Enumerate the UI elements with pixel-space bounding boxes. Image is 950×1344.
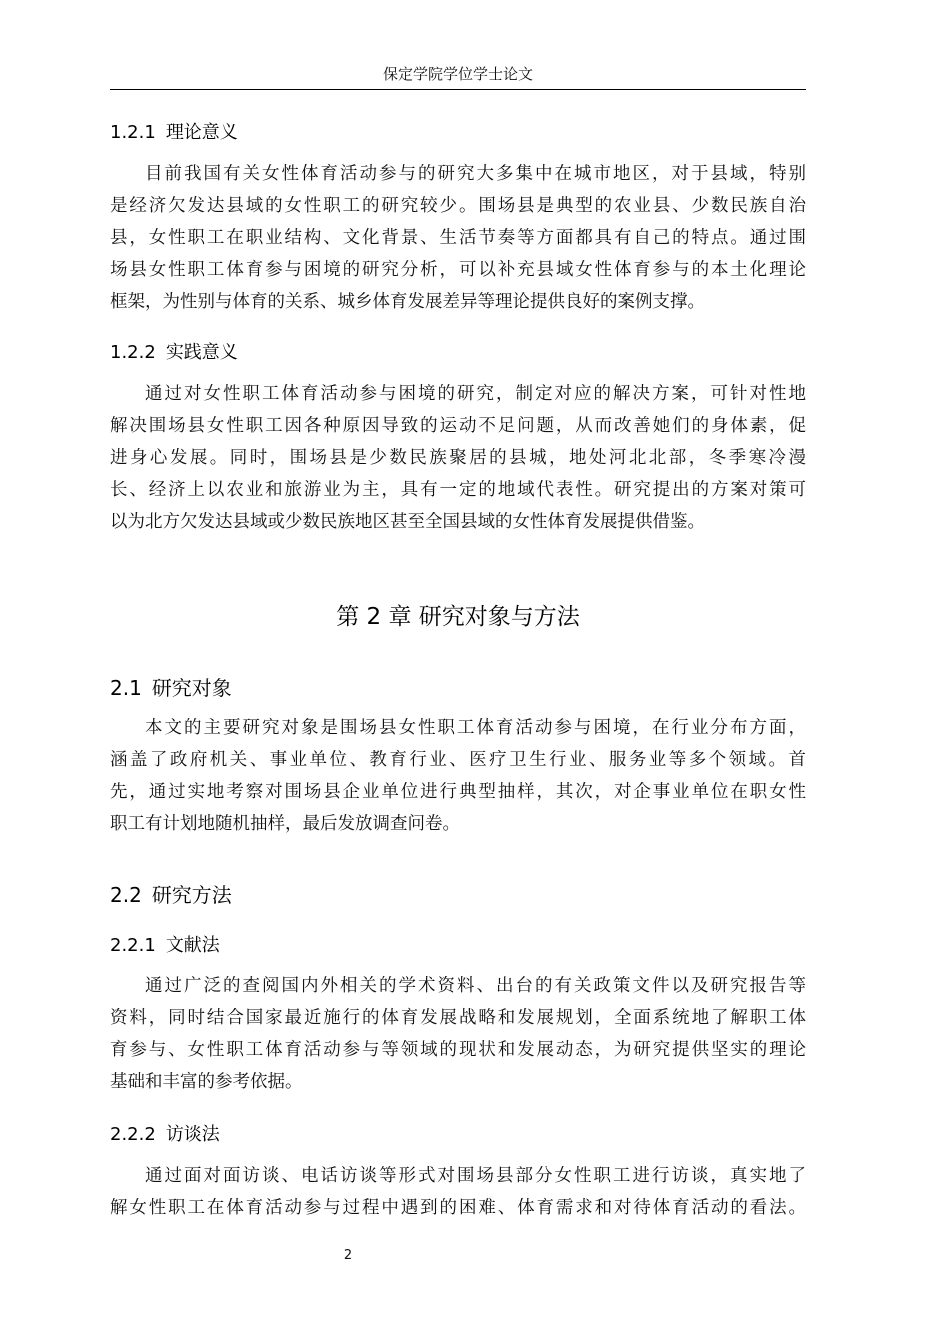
section-title: 文献法 xyxy=(165,935,220,956)
heading-2-1 xyxy=(110,675,232,701)
paragraph-line: 是经济欠发达县域的女性职工的研究较少。围场县是典型的农业县、少数民族自治 xyxy=(110,196,806,216)
paragraph-line: 目前我国有关女性体育活动参与的研究大多集中在城市地区，对于县域，特别 xyxy=(145,164,806,184)
paragraph-line: 框架，为性别与体育的关系、城乡体育发展差异等理论提供良好的案例支撑。 xyxy=(110,292,705,312)
paragraph-line: 通过广泛的查阅国内外相关的学术资料、出台的有关政策文件以及研究报告等 xyxy=(145,976,806,996)
paragraph-line: 通过面对面访谈、电话访谈等形式对围场县部分女性职工进行访谈，真实地了 xyxy=(145,1166,806,1186)
paragraph-line: 本文的主要研究对象是围场县女性职工体育活动参与困境，在行业分布方面， xyxy=(145,718,806,738)
heading-1-2-1 xyxy=(110,121,238,145)
paragraph-line: 通过对女性职工体育活动参与困境的研究，制定对应的解决方案，可针对性地 xyxy=(145,384,806,404)
paragraph-theory-significance xyxy=(110,158,806,318)
heading-1-2-2 xyxy=(110,341,238,365)
section-title: 实践意义 xyxy=(165,342,238,363)
section-title: 研究对象 xyxy=(151,676,232,700)
paragraph-line: 县，女性职工在职业结构、文化背景、生活节奏等方面都具有自己的特点。通过围 xyxy=(110,228,806,248)
paragraph-literature-method xyxy=(110,970,806,1098)
heading-2-2 xyxy=(110,882,232,908)
paragraph-line: 以为北方欠发达县域或少数民族地区甚至全国县域的女性体育发展提供借鉴。 xyxy=(110,512,705,532)
chapter-title: 第 2 章 研究对象与方法 xyxy=(336,604,580,630)
section-number: 2.2.2 xyxy=(110,1124,156,1145)
paragraph-interview-method xyxy=(110,1160,806,1224)
paragraph-line: 进身心发展。同时，围场县是少数民族聚居的县城，地处河北北部，冬季寒冷漫 xyxy=(110,448,806,468)
paragraph-line: 育参与、女性职工体育活动参与等领域的现状和发展动态，为研究提供坚实的理论 xyxy=(110,1040,806,1060)
section-number: 2.1 xyxy=(110,676,142,700)
section-number: 2.2 xyxy=(110,883,142,907)
paragraph-practice-significance xyxy=(110,378,806,538)
paragraph-research-object xyxy=(110,712,806,840)
section-number: 1.2.2 xyxy=(110,342,156,363)
paragraph-line: 解决围场县女性职工因各种原因导致的运动不足问题，从而改善她们的身体素，促 xyxy=(110,416,806,436)
heading-2-2-1 xyxy=(110,934,220,958)
section-number: 1.2.1 xyxy=(110,122,156,143)
section-title: 理论意义 xyxy=(165,122,238,143)
section-number: 2.2.1 xyxy=(110,935,156,956)
paragraph-line: 长、经济上以农业和旅游业为主，具有一定的地域代表性。研究提出的方案对策可 xyxy=(110,480,806,500)
section-title: 访谈法 xyxy=(165,1124,220,1145)
paragraph-line: 场县女性职工体育参与困境的研究分析，可以补充县域女性体育参与的本土化理论 xyxy=(110,260,806,280)
heading-2-2-2 xyxy=(110,1123,220,1147)
paragraph-line: 解女性职工在体育活动参与过程中遇到的困难、体育需求和对待体育活动的看法。 xyxy=(110,1198,806,1218)
paragraph-line: 涵盖了政府机关、事业单位、教育行业、医疗卫生行业、服务业等多个领域。首 xyxy=(110,750,806,770)
paragraph-line: 先，通过实地考察对围场县企业单位进行典型抽样，其次，对企事业单位在职女性 xyxy=(110,782,806,802)
section-title: 研究方法 xyxy=(151,883,232,907)
paragraph-line: 基础和丰富的参考依据。 xyxy=(110,1072,303,1092)
paragraph-line: 资料，同时结合国家最近施行的体育发展战略和发展规划，全面系统地了解职工体 xyxy=(110,1008,806,1028)
running-header: 保定学院学位学士论文 xyxy=(110,63,806,90)
paragraph-line: 职工有计划地随机抽样，最后发放调查问卷。 xyxy=(110,814,460,834)
page-number: 2 xyxy=(343,1248,353,1263)
